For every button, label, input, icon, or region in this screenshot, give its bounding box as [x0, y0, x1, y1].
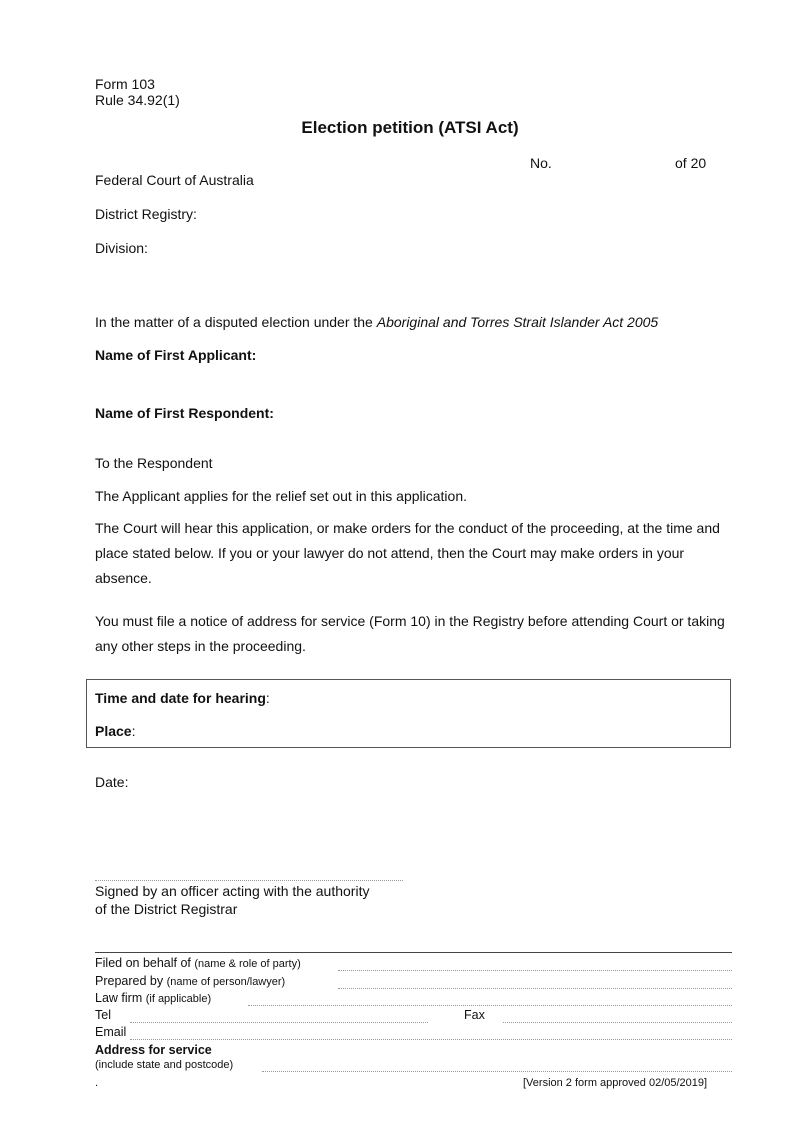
law-firm-field[interactable]: [248, 1005, 732, 1006]
email-field[interactable]: [130, 1039, 732, 1040]
address-field[interactable]: [262, 1071, 732, 1072]
district-registry-label: District Registry:: [95, 206, 197, 222]
matter-line: [95, 314, 658, 330]
law-firm-hint: (if applicable): [145, 993, 212, 1005]
hearing-paragraph: The Court will hear this application, or make orders for the conduct of the proceeding, at the time and place stated below. If you or your lawyer do not attend, then the Court may make orders in your absence.: [95, 520, 720, 586]
filed-on-behalf-label: Filed on behalf of: [95, 956, 191, 970]
hearing-place-row: [95, 723, 135, 739]
filed-on-behalf-row: [95, 956, 301, 970]
hearing-place-colon: :: [131, 723, 136, 739]
court-name: Federal Court of Australia: [95, 172, 254, 188]
to-respondent: To the Respondent: [95, 455, 213, 471]
address-for-service-label: Address for service: [95, 1043, 212, 1057]
page-title: Election petition (ATSI Act): [301, 118, 519, 137]
filed-on-behalf-field[interactable]: [338, 970, 732, 971]
tel-label: Tel: [95, 1008, 111, 1022]
signed-by-line-1: Signed by an officer acting with the authority: [95, 883, 370, 899]
email-label: Email: [95, 1025, 127, 1039]
notice-paragraph: You must file a notice of address for service (Form 10) in the Registry before attending Court or taking any other steps in the proceeding.: [95, 613, 725, 654]
date-label: Date:: [95, 774, 129, 790]
filed-on-behalf-hint: (name & role of party): [194, 958, 301, 970]
division-label: Division:: [95, 240, 148, 256]
tel-field[interactable]: [130, 1022, 428, 1023]
hearing-time-row: [95, 690, 270, 706]
address-hint: (include state and postcode): [95, 1059, 234, 1071]
file-year-label: of 20: [675, 155, 707, 171]
first-respondent-label: Name of First Respondent:: [95, 405, 274, 421]
hearing-time-label: Time and date for hearing: [95, 690, 266, 706]
footer-dot: .: [95, 1077, 99, 1089]
footer-rule: [95, 952, 732, 953]
prepared-by-hint: (name of person/lawyer): [166, 976, 286, 988]
prepared-by-field[interactable]: [338, 988, 732, 989]
law-firm-label: Law firm: [95, 991, 143, 1005]
form-number: Form 103: [95, 76, 155, 92]
hearing-place-label: Place: [95, 723, 132, 739]
law-firm-row: [95, 991, 211, 1005]
prepared-by-row: [95, 974, 285, 988]
signed-by-line-2: of the District Registrar: [95, 901, 238, 917]
prepared-by-label: Prepared by: [95, 974, 164, 988]
matter-prefix: In the matter of a disputed election under the: [95, 314, 377, 330]
file-number-label: No.: [530, 155, 552, 171]
act-name: Aboriginal and Torres Strait Islander Act 2005: [376, 314, 659, 330]
relief-statement: The Applicant applies for the relief set out in this application.: [95, 488, 467, 504]
signature-line: [95, 880, 403, 881]
rule-number: Rule 34.92(1): [95, 92, 180, 108]
fax-label: Fax: [464, 1008, 485, 1022]
first-applicant-label: Name of First Applicant:: [95, 347, 257, 363]
fax-field[interactable]: [503, 1022, 732, 1023]
version-note: [Version 2 form approved 02/05/2019]: [523, 1077, 708, 1089]
hearing-time-colon: :: [265, 690, 270, 706]
